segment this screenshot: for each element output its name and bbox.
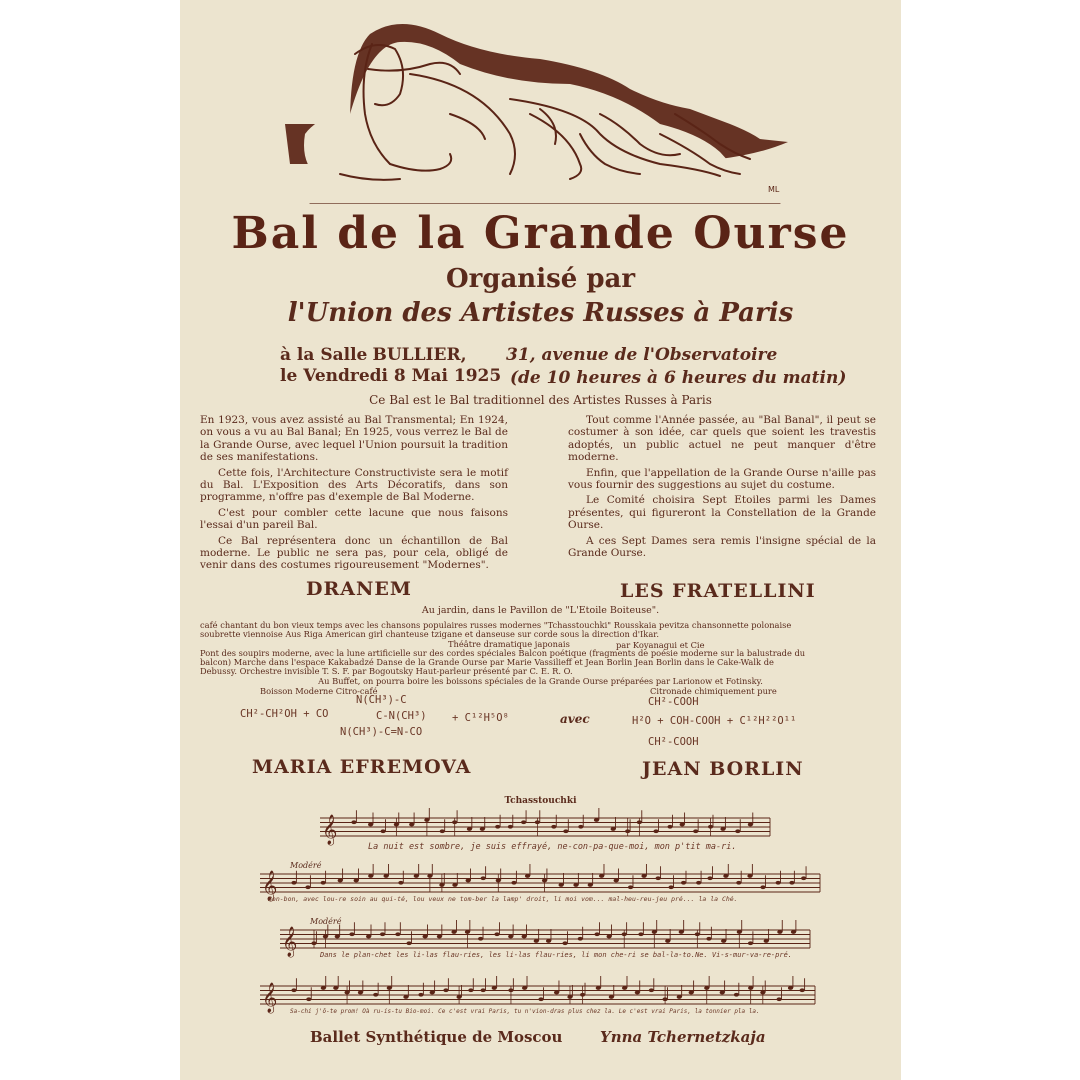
treble-clef-icon: 𝄞	[262, 871, 278, 901]
note-head	[430, 991, 435, 995]
note-head	[291, 988, 296, 992]
tempo-marking: Modéré	[290, 861, 322, 870]
left-paragraph: Ce Bal représentera donc un échantillon de Bal moderne. Le public ne sera pas, pour cela, obligé de venir dans des costumes rigoureusement "Modernes".	[200, 534, 508, 572]
tempo-marking: Modéré	[310, 917, 342, 926]
note-head	[708, 825, 713, 829]
note-head	[492, 986, 497, 990]
note-head	[321, 881, 326, 885]
note-head	[522, 986, 527, 990]
note-head	[338, 879, 343, 883]
program-line: balcon) Marche dans l'espace Kakabadzé Danse de la Grande Ourse par Marie Vassilieff et Jean Borlin Jean Borlin dans le Cake-Walk de	[200, 657, 774, 667]
note-head	[291, 881, 296, 885]
lyrics-line: Dans le plan-chet les li-las flau-ries, les li-las flau-ries, li mon che-ri se bal-la-to.Ne. Vi-s-mur-va-re-pré.	[320, 951, 793, 959]
note-head	[480, 827, 485, 831]
note-head	[737, 930, 742, 934]
note-head	[418, 993, 423, 997]
note-head	[800, 988, 805, 992]
note-head	[508, 988, 513, 992]
left-column	[200, 414, 508, 575]
right-paragraph: Le Comité choisira Sept Etoiles parmi les Dames présentes, qui figureront la Constellation de la Grande Ourse.	[568, 494, 876, 532]
note-head	[384, 874, 389, 878]
note-head	[521, 820, 526, 824]
note-head	[368, 823, 373, 827]
note-head	[394, 823, 399, 827]
note-head	[614, 879, 619, 883]
note-head	[611, 827, 616, 831]
note-head	[344, 991, 349, 995]
note-head	[478, 937, 483, 941]
note-head	[496, 879, 501, 883]
organizer-name: l'Union des Artistes Russes à Paris	[287, 298, 794, 328]
note-head	[637, 820, 642, 824]
note-head	[333, 986, 338, 990]
note-head	[588, 883, 593, 887]
note-head	[760, 991, 765, 995]
note-head	[437, 935, 442, 939]
organizer-line: Organisé par	[445, 264, 636, 294]
lyrics-line: Bon-bon, avec lou-re soin au qui-té, lou veux ne tom-ber la lamp' droit, li moi vom... mal-heu-reu-jeu pré... la la Ché.	[268, 895, 738, 903]
note-head	[662, 997, 667, 1001]
program-line: soubrette viennoise Aus Riga American girl chanteuse tzigane et danseuse sur corde sous la direction d'Ikar.	[200, 629, 659, 639]
formula-left: C-N(CH³)	[376, 710, 427, 722]
note-head	[451, 930, 456, 934]
note-head	[791, 930, 796, 934]
note-head	[696, 881, 701, 885]
note-head	[525, 874, 530, 878]
note-head	[777, 997, 782, 1001]
note-head	[439, 883, 444, 887]
avec-label: avec	[560, 712, 590, 726]
note-head	[511, 881, 516, 885]
note-head	[466, 879, 471, 883]
note-head	[562, 941, 567, 945]
note-head	[321, 986, 326, 990]
note-head	[594, 818, 599, 822]
left-paragraph: En 1923, vous avez assisté au Bal Transmental; En 1924, on vous a vu au Bal Banal; En 1925, vous verrez le Bal de la Grande Ourse, avec lequel l'Union poursuit la tradition de ses manifestations.	[200, 414, 508, 464]
note-head	[679, 930, 684, 934]
note-head	[736, 881, 741, 885]
drink-right-label: Citronade chimiquement pure	[650, 686, 777, 696]
note-head	[706, 937, 711, 941]
note-head	[452, 883, 457, 887]
traditional-line: Ce Bal est le Bal traditionnel des Artistes Russes à Paris	[369, 393, 712, 407]
note-head	[559, 883, 564, 887]
note-head	[467, 827, 472, 831]
note-head	[373, 993, 378, 997]
note-head	[335, 935, 340, 939]
note-head	[693, 829, 698, 833]
note-head	[456, 995, 461, 999]
note-head	[652, 930, 657, 934]
note-head	[638, 932, 643, 936]
left-paragraph: C'est pour combler cette lacune que nous faisons l'essai d'un pareil Bal.	[200, 506, 508, 532]
treble-clef-icon: 𝄞	[322, 815, 338, 845]
note-head	[681, 881, 686, 885]
note-head	[481, 876, 486, 880]
note-head	[764, 939, 769, 943]
artist-fratellini: LES FRATELLINI	[620, 580, 816, 602]
note-head	[395, 932, 400, 936]
note-head	[667, 825, 672, 829]
note-head	[748, 986, 753, 990]
note-head	[354, 879, 359, 883]
note-head	[440, 829, 445, 833]
note-head	[311, 941, 316, 945]
note-head	[409, 823, 414, 827]
note-head	[508, 935, 513, 939]
program-line: Théâtre dramatique japonais	[448, 639, 570, 649]
note-head	[323, 935, 328, 939]
note-head	[508, 825, 513, 829]
venue-name: BULLIER,	[372, 345, 467, 365]
right-column	[568, 414, 876, 562]
song-title: Tchasstouchki	[504, 796, 577, 806]
note-head	[481, 988, 486, 992]
note-head	[542, 879, 547, 883]
note-head	[606, 935, 611, 939]
note-head	[563, 829, 568, 833]
artist-jean-borlin: JEAN BORLIN	[642, 758, 804, 780]
formula-left: + C¹²H⁵O⁸	[452, 712, 509, 724]
note-head	[707, 876, 712, 880]
footer-left: Ballet Synthétique de Moscou	[310, 1028, 563, 1046]
note-head	[465, 930, 470, 934]
note-head	[641, 874, 646, 878]
note-head	[306, 997, 311, 1001]
note-head	[398, 881, 403, 885]
note-head	[653, 829, 658, 833]
formula-right: H²O + COH-COOH + C¹²H²²O¹¹	[632, 715, 797, 727]
note-head	[407, 941, 412, 945]
note-head	[349, 932, 354, 936]
formula-right: CH²-COOH	[648, 696, 699, 708]
note-head	[534, 939, 539, 943]
venue-line	[280, 345, 467, 365]
note-head	[622, 932, 627, 936]
note-head	[494, 932, 499, 936]
note-head	[573, 883, 578, 887]
note-head	[546, 939, 551, 943]
right-paragraph: Enfin, que l'appellation de la Grande Ourse n'aille pas vous fournir des suggestions au sujet du costume.	[568, 466, 876, 492]
formula-right: CH²-COOH	[648, 736, 699, 748]
note-head	[578, 825, 583, 829]
note-head	[366, 935, 371, 939]
note-head	[580, 993, 585, 997]
note-head	[635, 991, 640, 995]
note-head	[789, 881, 794, 885]
right-paragraph: A ces Sept Dames sera remis l'insigne spécial de la Grande Ourse.	[568, 534, 876, 560]
note-head	[735, 829, 740, 833]
note-head	[628, 885, 633, 889]
program-line: Au jardin, dans le Pavillon de "L'Etoile Boiteuse".	[421, 605, 660, 616]
artist-maria-efremova: MARIA EFREMOVA	[252, 756, 472, 778]
program-line: par Koyanagui et Cie	[616, 640, 705, 650]
note-head	[305, 885, 310, 889]
note-head	[788, 986, 793, 990]
note-head	[695, 932, 700, 936]
treble-clef-icon: 𝄞	[282, 927, 298, 957]
program-line: Pont des soupirs moderne, avec la lune artificielle sur des cordes spéciales Balcon poétique (fragments de poésie moderne sur la balustrade du	[200, 648, 806, 658]
note-head	[680, 823, 685, 827]
note-head	[622, 986, 627, 990]
note-head	[720, 827, 725, 831]
treble-clef-icon: 𝄞	[262, 983, 278, 1013]
note-head	[443, 988, 448, 992]
poster	[180, 0, 901, 1080]
reclining-figure-illustration	[280, 14, 800, 204]
note-head	[380, 932, 385, 936]
program-line: Debussy. Orchestre invisible T. S. F. par Bogoutsky Haut-parleur présenté par C. E. R. O.	[200, 666, 573, 676]
note-head	[468, 988, 473, 992]
note-head	[495, 825, 500, 829]
venue-address: 31, avenue de l'Observatoire	[506, 345, 778, 365]
note-head	[747, 874, 752, 878]
note-head	[734, 993, 739, 997]
program-line: café chantant du bon vieux temps avec les chansons populaires russes modernes "Tchasstouchki" Rousskaia pevitza chansonnette polonaise	[200, 620, 792, 630]
note-head	[776, 881, 781, 885]
formula-left: CH²-CH²OH + CO	[240, 708, 329, 720]
note-head	[358, 991, 363, 995]
artist-dranem: DRANEM	[306, 578, 412, 600]
note-head	[760, 885, 765, 889]
note-head	[452, 820, 457, 824]
note-head	[704, 986, 709, 990]
note-head	[748, 823, 753, 827]
note-head	[677, 995, 682, 999]
left-paragraph: Cette fois, l'Architecture Constructiviste sera le motif du Bal. L'Exposition des Arts Décoratifs, dans son programme, n'offre pas d'exemple de Bal Moderne.	[200, 466, 508, 504]
note-head	[777, 930, 782, 934]
note-head	[801, 876, 806, 880]
note-head	[381, 829, 386, 833]
note-head	[625, 829, 630, 833]
lyrics-line: Sa-chi j'ô-te prom! Oà ru-is-tu Bio-moi. Ce c'est vrai Paris, tu n'vion-dras plus chez la. Le c'est vrai Paris, la tonnier pla la.	[290, 1008, 760, 1015]
note-head	[656, 876, 661, 880]
note-head	[578, 937, 583, 941]
note-head	[748, 941, 753, 945]
note-head	[551, 825, 556, 829]
event-hours: (de 10 heures à 6 heures du matin)	[510, 368, 847, 388]
note-head	[609, 995, 614, 999]
formula-left: N(CH³)-C	[356, 694, 407, 706]
note-head	[403, 995, 408, 999]
note-head	[669, 885, 674, 889]
note-head	[387, 986, 392, 990]
note-head	[599, 874, 604, 878]
note-head	[522, 935, 527, 939]
event-date: le Vendredi 8 Mai 1925	[280, 366, 502, 386]
note-head	[723, 874, 728, 878]
note-head	[649, 988, 654, 992]
note-head	[423, 935, 428, 939]
note-head	[689, 991, 694, 995]
poster-title: Bal de la Grande Ourse	[231, 208, 850, 259]
drink-left-label: Boisson Moderne Citro-café	[260, 686, 378, 696]
note-head	[595, 932, 600, 936]
note-head	[351, 820, 356, 824]
formula-left: N(CH³)-C=N-CO	[340, 726, 423, 738]
note-head	[414, 874, 419, 878]
note-head	[721, 939, 726, 943]
note-head	[368, 874, 373, 878]
venue-prefix: à la Salle	[280, 345, 368, 365]
note-head	[567, 995, 572, 999]
note-head	[538, 997, 543, 1001]
footer-right: Ynna Tchernetzkaja	[600, 1028, 766, 1046]
note-head	[596, 986, 601, 990]
program-line: Au Buffet, on pourra boire les boissons spéciales de la Grande Ourse préparées par Larionow et Fotinsky.	[318, 676, 763, 686]
right-paragraph: Tout comme l'Année passée, au "Bal Banal", il peut se costumer à son idée, car quels que soient les travestis adoptés, un public actuel ne peut manquer d'être moderne.	[568, 414, 876, 464]
note-head	[720, 991, 725, 995]
note-head	[554, 991, 559, 995]
monogram: ML	[768, 185, 780, 194]
lyrics-line: La nuit est sombre, je suis effrayé, ne-con-pa-que-moi, mon p'tit ma-ri.	[368, 842, 737, 852]
note-head	[535, 820, 540, 824]
note-head	[427, 874, 432, 878]
note-head	[424, 818, 429, 822]
note-head	[665, 939, 670, 943]
